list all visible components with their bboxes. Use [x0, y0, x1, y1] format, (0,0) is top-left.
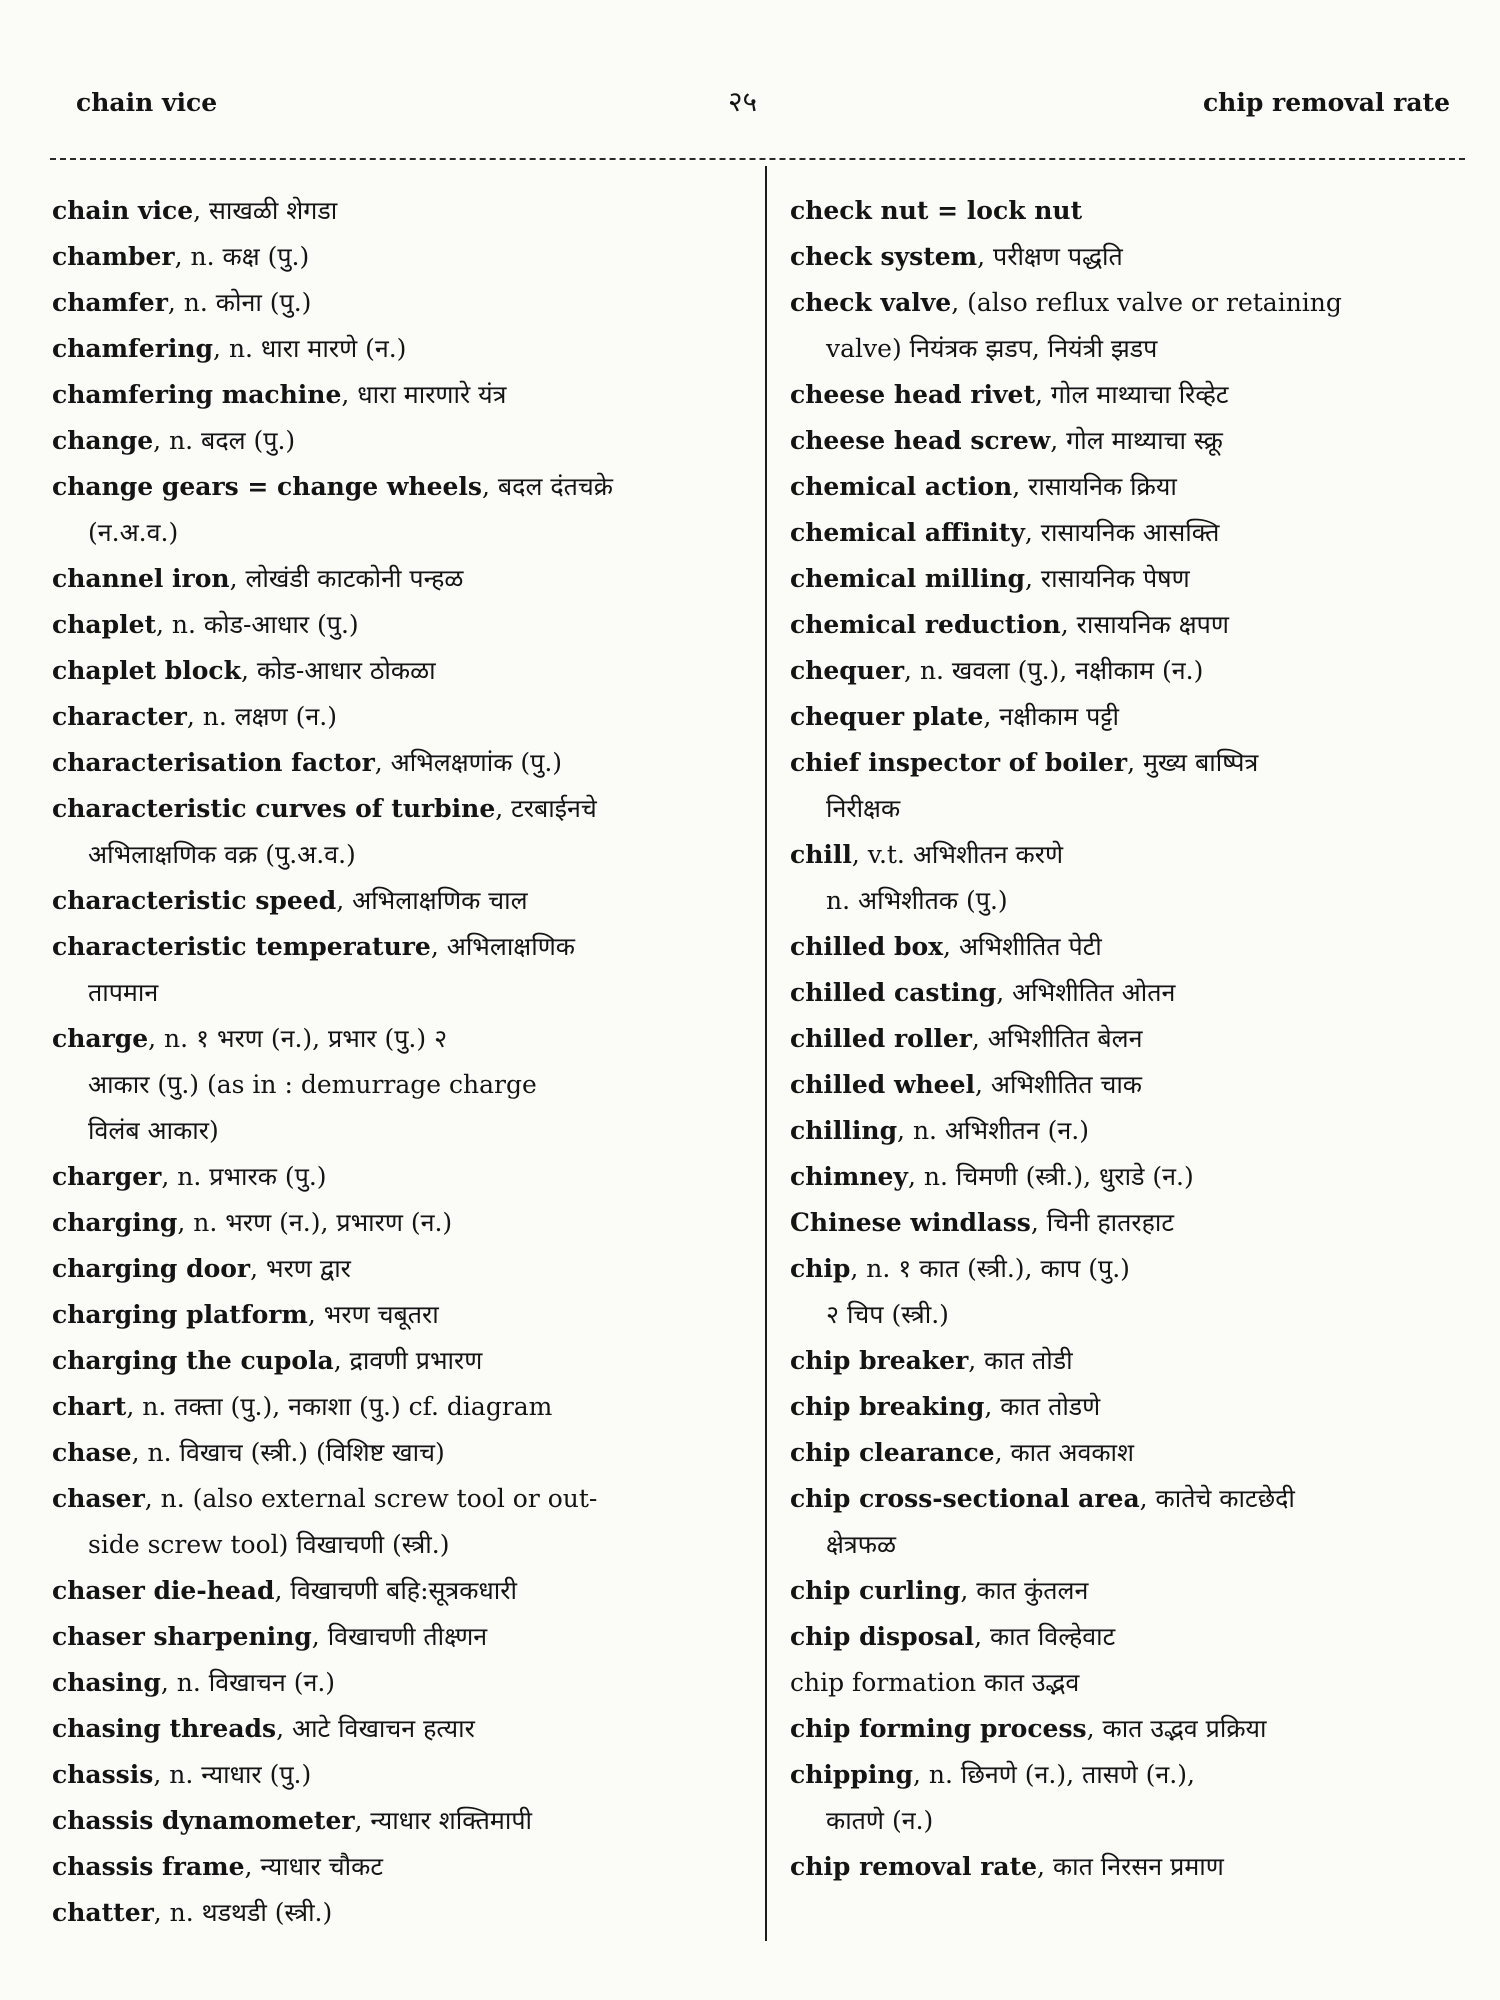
headword: chimney: [790, 1162, 908, 1191]
definition: , भरण चबूतरा: [307, 1300, 439, 1329]
definition: , साखळी शेगडा: [193, 196, 338, 225]
headword: chamfer: [52, 288, 168, 317]
dictionary-entry: [52, 1476, 742, 1522]
definition: , n. कोड-आधार (पु.): [156, 610, 359, 639]
definition: , अभिलाक्षणिक चाल: [336, 886, 528, 915]
dictionary-entry: [52, 740, 742, 786]
entry-continuation: आकार (पु.) (as in : demurrage charge: [88, 1070, 537, 1099]
headword: chaser sharpening: [52, 1622, 312, 1651]
definition: , अभिशीतित ओतन: [996, 978, 1176, 1007]
definition: , कात अवकाश: [994, 1438, 1135, 1467]
dictionary-entry: [52, 372, 742, 418]
definition: , कात उद्भव प्रक्रिया: [1086, 1714, 1267, 1743]
definition: , टरबाईनचे: [495, 794, 597, 823]
definition: , n. कोना (पु.): [167, 288, 312, 317]
definition: , कोड-आधार ठोकळा: [240, 656, 436, 685]
definition: , धारा मारणारे यंत्र: [341, 380, 507, 409]
dictionary-entry: [790, 418, 1480, 464]
dictionary-entry: [52, 602, 742, 648]
headword: chemical action: [790, 472, 1013, 501]
dictionary-entry: [52, 280, 742, 326]
definition: , कात विल्हेवाट: [974, 1622, 1116, 1651]
dictionary-entry: [52, 878, 742, 924]
headword: charging door: [52, 1254, 251, 1283]
definition: , अभिशीतित पेटी: [943, 932, 1102, 961]
definition: , रासायनिक पेषण: [1024, 564, 1190, 593]
dictionary-entry: [52, 1706, 742, 1752]
dictionary-entry: [790, 1476, 1480, 1522]
definition: , परीक्षण पद्धति: [977, 242, 1123, 271]
definition: , n. कक्ष (पु.): [174, 242, 310, 271]
definition: , n. भरण (न.), प्रभारण (न.): [177, 1208, 453, 1237]
headword: chip removal rate: [790, 1852, 1038, 1881]
definition: , n. विखाचन (न.): [160, 1668, 336, 1697]
dictionary-entry: [52, 1614, 742, 1660]
definition: , कात तोडी: [968, 1346, 1073, 1375]
dictionary-entry: [52, 1752, 742, 1798]
dictionary-entry: [52, 1292, 742, 1338]
definition: , कात निरसन प्रमाण: [1037, 1852, 1224, 1881]
dictionary-entry: [790, 1154, 1480, 1200]
column-divider: [765, 166, 767, 1941]
headword: channel iron: [52, 564, 230, 593]
headword: chip clearance: [790, 1438, 995, 1467]
definition: , n. चिमणी (स्त्री.), धुराडे (न.): [907, 1162, 1194, 1191]
definition: , नक्षीकाम पट्टी: [983, 702, 1120, 731]
headword: chassis frame: [52, 1852, 245, 1881]
definition: , n. तक्ता (पु.), नकाशा (पु.) cf. diagram: [126, 1392, 553, 1421]
headword: characteristic speed: [52, 886, 337, 915]
definition: , गोल माथ्याचा रिव्हेट: [1035, 380, 1229, 409]
dictionary-entry: [790, 1568, 1480, 1614]
dictionary-entry: [52, 1154, 742, 1200]
headword: chilled casting: [790, 978, 997, 1007]
definition: , n. विखाच (स्त्री.) (विशिष्ट खाच): [131, 1438, 445, 1467]
dictionary-entry: [52, 1200, 742, 1246]
dictionary-entry: [52, 418, 742, 464]
headword: charge: [52, 1024, 149, 1053]
dictionary-entry: [790, 1246, 1480, 1292]
dictionary-entry: [52, 1844, 742, 1890]
page-header: [0, 82, 1500, 122]
dictionary-entry: [790, 602, 1480, 648]
headword: chip curling: [790, 1576, 961, 1605]
dictionary-entry: [52, 648, 742, 694]
dictionary-entry: [52, 1890, 742, 1936]
dictionary-entry: [52, 1430, 742, 1476]
definition: , n. १ कात (स्त्री.), काप (पु.): [850, 1254, 1130, 1283]
headword: check system: [790, 242, 978, 271]
definition: , भरण द्वार: [250, 1254, 351, 1283]
entry-continuation: क्षेत्रफळ: [826, 1530, 897, 1559]
headword: chemical reduction: [790, 610, 1061, 639]
headword: characterisation factor: [52, 748, 375, 777]
definition: , न्याधार चौकट: [244, 1852, 383, 1881]
dictionary-entry: [790, 1752, 1480, 1798]
headword: chaser: [52, 1484, 145, 1513]
definition: , चिनी हातरहाट: [1030, 1208, 1174, 1237]
entry-continuation: २ चिप (स्त्री.): [826, 1300, 949, 1329]
definition: , n. लक्षण (न.): [186, 702, 337, 731]
dictionary-entry: [52, 1660, 742, 1706]
dictionary-entry: [52, 1798, 742, 1844]
definition: , n. खवला (पु.), नक्षीकाम (न.): [904, 656, 1204, 685]
entry-continuation: valve) नियंत्रक झडप, नियंत्री झडप: [826, 334, 1158, 363]
dictionary-entry: [52, 1246, 742, 1292]
dictionary-entry: [52, 694, 742, 740]
headword: chemical milling: [790, 564, 1025, 593]
definition: , विखाचणी तीक्ष्णन: [311, 1622, 488, 1651]
definition: , बदल दंतचक्रे: [482, 472, 613, 501]
dictionary-entry: [52, 1384, 742, 1430]
headword: chequer: [790, 656, 905, 685]
headword: chip disposal: [790, 1622, 975, 1651]
dictionary-entry: [790, 1016, 1480, 1062]
header-divider: [50, 158, 1465, 160]
entry-continuation: कातणे (न.): [826, 1806, 934, 1835]
page-number: २५: [728, 85, 758, 118]
entry-continuation: side screw tool) विखाचणी (स्त्री.): [88, 1530, 450, 1559]
dictionary-entry: [790, 1200, 1480, 1246]
dictionary-entry: [790, 1108, 1480, 1154]
definition: , n. थडथडी (स्त्री.): [153, 1898, 333, 1927]
dictionary-entry: [790, 1384, 1480, 1430]
dictionary-entry: [790, 740, 1480, 786]
headword: chilled wheel: [790, 1070, 975, 1099]
definition: , अभिशीतित चाक: [975, 1070, 1142, 1099]
definition: , n. अभिशीतन (न.): [897, 1116, 1089, 1145]
headword: chamfering machine: [52, 380, 342, 409]
definition: , कात कुंतलन: [960, 1576, 1089, 1605]
headword: chipping: [790, 1760, 914, 1789]
dictionary-entry: [790, 1614, 1480, 1660]
definition: , आटे विखाचन हत्यार: [276, 1714, 475, 1743]
headword: cheese head rivet: [790, 380, 1036, 409]
definition: , कातेचे काटछेदी: [1139, 1484, 1295, 1513]
headword: charging: [52, 1208, 178, 1237]
headword: chill: [790, 840, 852, 869]
dictionary-entry: [790, 188, 1480, 234]
headword: chart: [52, 1392, 127, 1421]
headword: chaser die-head: [52, 1576, 275, 1605]
headword: check valve: [790, 288, 952, 317]
dictionary-entry: [790, 556, 1480, 602]
dictionary-entry: [52, 188, 742, 234]
dictionary-entry: [790, 648, 1480, 694]
definition: , (also reflux valve or retaining: [951, 288, 1342, 317]
dictionary-entry: [790, 234, 1480, 280]
dictionary-entry: [52, 234, 742, 280]
headword: chequer plate: [790, 702, 984, 731]
definition: , n. बदल (पु.): [153, 426, 296, 455]
headword: characteristic temperature: [52, 932, 431, 961]
definition: , लोखंडी काटकोनी पन्हळ: [229, 564, 464, 593]
headword: chamber: [52, 242, 175, 271]
header-right-guide-word: chip removal rate: [1202, 88, 1450, 117]
entry-continuation: विलंब आकार): [88, 1116, 219, 1145]
definition: , n. न्याधार (पु.): [153, 1760, 312, 1789]
headword: Chinese windlass: [790, 1208, 1031, 1237]
headword: cheese head screw: [790, 426, 1051, 455]
headword: chip breaker: [790, 1346, 969, 1375]
definition: , कात तोडणे: [984, 1392, 1101, 1421]
dictionary-entry: [790, 1844, 1480, 1890]
dictionary-entry: [52, 464, 742, 510]
left-column: [52, 188, 742, 1936]
entry-continuation: तापमान: [88, 978, 159, 1007]
entry-continuation: निरीक्षक: [826, 794, 901, 823]
headword: chip cross-sectional area: [790, 1484, 1140, 1513]
definition: , n. धारा मारणे (न.): [213, 334, 407, 363]
definition: , विखाचणी बहि:सूत्रकधारी: [274, 1576, 517, 1605]
headword: chain vice: [52, 196, 194, 225]
dictionary-entry: [790, 970, 1480, 1016]
definition: , द्रावणी प्रभारण: [333, 1346, 483, 1375]
entry-continuation: (न.अ.व.): [88, 518, 179, 547]
headword: chemical affinity: [790, 518, 1025, 547]
definition: , गोल माथ्याचा स्क्रू: [1050, 426, 1223, 455]
definition: , अभिशीतित बेलन: [971, 1024, 1143, 1053]
dictionary-entry: [52, 1016, 742, 1062]
dictionary-entry: chip formation कात उद्भव: [790, 1668, 1080, 1697]
definition: , n. छिनणे (न.), तासणे (न.),: [913, 1760, 1195, 1789]
definition: , n. (also external screw tool or out-: [144, 1484, 598, 1513]
headword: chasing threads: [52, 1714, 277, 1743]
dictionary-entry: [790, 1062, 1480, 1108]
dictionary-entry: [790, 280, 1480, 326]
headword: chase: [52, 1438, 132, 1467]
headword: chilled box: [790, 932, 944, 961]
headword: charging the cupola: [52, 1346, 334, 1375]
headword: chatter: [52, 1898, 154, 1927]
headword: characteristic curves of turbine: [52, 794, 496, 823]
headword: check nut = lock nut: [790, 196, 1083, 225]
header-left-guide-word: chain vice: [76, 88, 218, 117]
dictionary-entry: [790, 464, 1480, 510]
definition: , मुख्य बाष्पित्र: [1127, 748, 1259, 777]
definition: , रासायनिक क्षपण: [1060, 610, 1229, 639]
headword: chasing: [52, 1668, 161, 1697]
dictionary-entry: [790, 1706, 1480, 1752]
dictionary-entry: [52, 1568, 742, 1614]
definition: , न्याधार शक्तिमापी: [354, 1806, 533, 1835]
headword: character: [52, 702, 187, 731]
dictionary-entry: [790, 1430, 1480, 1476]
headword: chassis: [52, 1760, 154, 1789]
dictionary-entry: [790, 510, 1480, 556]
definition: , v.t. अभिशीतन करणे: [851, 840, 1064, 869]
dictionary-entry: [52, 326, 742, 372]
right-column: [790, 188, 1480, 1890]
dictionary-entry: [52, 556, 742, 602]
headword: chaplet: [52, 610, 157, 639]
headword: chip forming process: [790, 1714, 1087, 1743]
definition: , अभिलक्षणांक (पु.): [374, 748, 563, 777]
headword: change: [52, 426, 154, 455]
headword: chilling: [790, 1116, 898, 1145]
definition: , रासायनिक क्रिया: [1012, 472, 1177, 501]
headword: chip: [790, 1254, 851, 1283]
headword: chilled roller: [790, 1024, 972, 1053]
dictionary-entry: [790, 832, 1480, 878]
entry-continuation: n. अभिशीतक (पु.): [826, 886, 1008, 915]
headword: change gears = change wheels: [52, 472, 482, 501]
dictionary-entry: [52, 786, 742, 832]
definition: , अभिलाक्षणिक: [430, 932, 575, 961]
dictionary-entry: [790, 924, 1480, 970]
definition: , n. प्रभारक (पु.): [161, 1162, 327, 1191]
headword: chip breaking: [790, 1392, 985, 1421]
headword: charger: [52, 1162, 162, 1191]
headword: chamfering: [52, 334, 214, 363]
definition: , n. १ भरण (न.), प्रभार (पु.) २: [148, 1024, 448, 1053]
dictionary-entry: [790, 372, 1480, 418]
dictionary-entry: [790, 694, 1480, 740]
dictionary-entry: [52, 1338, 742, 1384]
definition: , रासायनिक आसक्ति: [1024, 518, 1220, 547]
headword: chief inspector of boiler: [790, 748, 1128, 777]
headword: chaplet block: [52, 656, 241, 685]
dictionary-entry: [790, 1338, 1480, 1384]
headword: charging platform: [52, 1300, 308, 1329]
entry-continuation: अभिलाक्षणिक वक्र (पु.अ.व.): [88, 840, 356, 869]
dictionary-entry: [52, 924, 742, 970]
headword: chassis dynamometer: [52, 1806, 355, 1835]
